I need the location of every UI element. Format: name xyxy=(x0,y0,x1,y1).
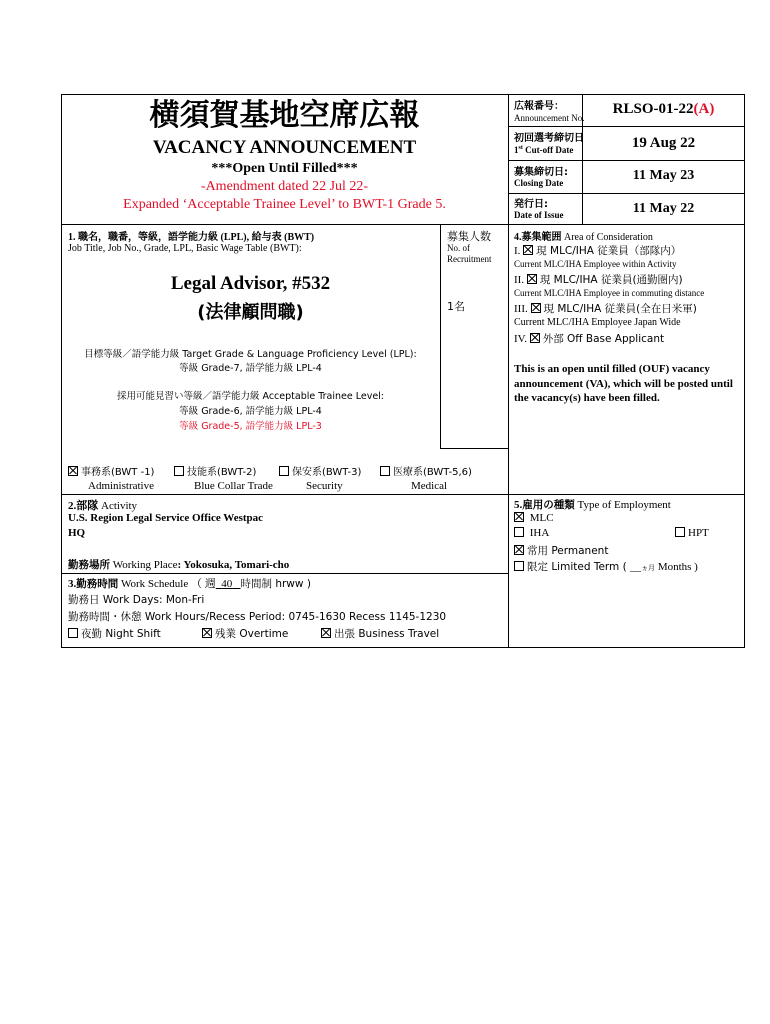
closing-label-en: Closing Date xyxy=(514,178,564,188)
info-divider-2 xyxy=(508,160,745,161)
job-title: Legal Advisor, #532 xyxy=(170,273,331,294)
title-english: VACANCY ANNOUNCEMENT xyxy=(152,137,417,158)
checkbox-checked-icon[interactable] xyxy=(514,512,524,522)
trainee-level-value-1: 等級 Grade-6, 語学能力級 LPL-4 xyxy=(179,406,322,417)
recruitment-label-en-1: No. of xyxy=(447,243,470,253)
work-days: 勤務日 Work Days: Mon-Fri xyxy=(68,594,205,606)
title-japanese: 横須賀基地空席広報 xyxy=(149,98,420,133)
working-place: 勤務場所 Working Place: Yokosuka, Tomari-cho xyxy=(68,559,290,571)
issue-label-jp: 発行日: xyxy=(514,199,548,210)
work-hours: 勤務時間・休憩 Work Hours/Recess Period: 0745-1630 Recess 1145-1230 xyxy=(68,611,447,623)
employment-iha: IHA xyxy=(514,527,549,539)
activity-line-1: U.S. Region Legal Service Office Westpac xyxy=(68,512,264,524)
section4-title: 4.募集範囲 Area of Consideration xyxy=(514,232,653,243)
bwt-medical-sub: Medical xyxy=(411,480,448,492)
section1-subtitle: Job Title, Job No., Grade, LPL, Basic Wage Table (BWT): xyxy=(68,243,302,254)
issue-label-en: Date of Issue xyxy=(514,210,564,220)
bwt-administrative-sub: Administrative xyxy=(88,480,154,492)
employment-hpt: HPT xyxy=(675,527,709,539)
checkbox-empty-icon[interactable] xyxy=(68,628,78,638)
job-title-japanese: (法律顧問職) xyxy=(197,302,304,323)
checkbox-empty-icon[interactable] xyxy=(279,466,289,476)
night-shift: 夜勤 Night Shift xyxy=(68,626,161,641)
checkbox-empty-icon[interactable] xyxy=(514,561,524,571)
column-divider xyxy=(508,94,509,648)
issue-value: 11 May 22 xyxy=(632,201,695,216)
cutoff-label-jp: 初回選考締切日 xyxy=(514,133,584,144)
bwt-security-sub: Security xyxy=(306,480,343,492)
ouf-note: This is an open until filled (OUF) vacancy announcement (VA), which will be posted until the vacancy(s) have been filled. xyxy=(514,363,733,404)
cutoff-value: 19 Aug 22 xyxy=(631,135,696,151)
checkbox-checked-icon[interactable] xyxy=(202,628,212,638)
announcement-no-value: RLSO-01-22(A) xyxy=(612,101,715,117)
trainee-level-label: 採用可能見習い等級／語学能力級 Acceptable Trainee Level: xyxy=(116,391,385,402)
announcement-no-label-en: Announcement No. xyxy=(514,113,585,123)
checkbox-checked-icon[interactable] xyxy=(527,274,537,284)
row-divider-bwt xyxy=(61,494,745,495)
bwt-blue-collar: 技能系(BWT-2) xyxy=(174,463,256,478)
info-divider-4 xyxy=(508,224,745,225)
checkbox-empty-icon[interactable] xyxy=(675,527,685,537)
checkbox-checked-icon[interactable] xyxy=(531,303,541,313)
info-divider-1 xyxy=(508,126,745,127)
area-item-2-sub: Current MLC/IHA Employee in commuting distance xyxy=(514,288,705,298)
recruitment-label-en-2: Recruitment xyxy=(447,254,492,264)
recruitment-label-jp: 募集人数 xyxy=(447,230,491,243)
checkbox-checked-icon[interactable] xyxy=(530,333,540,343)
checkbox-checked-icon[interactable] xyxy=(514,545,524,555)
recruitment-count: 1名 xyxy=(447,300,465,313)
closing-label-jp: 募集締切日: xyxy=(514,167,568,178)
area-item-3: III. 現 MLC/IHA 従業員(全在日米軍) xyxy=(514,303,697,315)
row-divider-middle xyxy=(440,448,508,449)
checkbox-empty-icon[interactable] xyxy=(174,466,184,476)
trainee-level-value-2: 等級 Grade-5, 語学能力級 LPL-3 xyxy=(179,421,322,432)
area-item-1: I. 現 MLC/IHA 従業員（部隊内） xyxy=(514,245,682,257)
area-item-4: IV. 外部 Off Base Applicant xyxy=(514,333,665,345)
employment-mlc: MLC xyxy=(514,512,554,524)
area-item-1-sub: Current MLC/IHA Employee within Activity xyxy=(514,259,677,269)
section5-title: 5.雇用の種類 Type of Employment xyxy=(514,499,671,511)
bwt-medical: 医療系(BWT-5,6) xyxy=(380,463,472,478)
info-divider-3 xyxy=(508,193,745,194)
recruit-divider xyxy=(440,224,441,448)
section2-title: 2.部隊 Activity xyxy=(68,499,138,512)
expanded-notice: Expanded ‘Acceptable Trainee Level’ to BWT-1 Grade 5. xyxy=(123,197,446,212)
area-item-3-sub: Current MLC/IHA Employee Japan Wide xyxy=(514,317,681,328)
target-grade-value: 等級 Grade-7, 語学能力級 LPL-4 xyxy=(179,363,322,374)
open-until-filled: ***Open Until Filled*** xyxy=(211,161,358,176)
row-divider-schedule xyxy=(61,573,508,574)
employment-permanent: 常用 Permanent xyxy=(514,543,608,558)
bwt-security: 保安系(BWT-3) xyxy=(279,463,361,478)
checkbox-checked-icon[interactable] xyxy=(68,466,78,476)
checkbox-empty-icon[interactable] xyxy=(514,527,524,537)
activity-line-2: HQ xyxy=(68,527,86,539)
area-item-2: II. 現 MLC/IHA 従業員(通勤圏内) xyxy=(514,274,683,286)
overtime: 残業 Overtime xyxy=(202,626,288,641)
checkbox-checked-icon[interactable] xyxy=(321,628,331,638)
section1-title: 1. 職名，職番，等級，語学能力級 (LPL), 給与表 (BWT) xyxy=(68,232,315,243)
target-grade-label: 目標等級／語学能力級 Target Grade & Language Proficiency Level (LPL): xyxy=(84,349,417,360)
checkbox-checked-icon[interactable] xyxy=(523,245,533,255)
section3-title: 3.勤務時間 Work Schedule （ 週 40 時間制 hrww ) xyxy=(68,578,311,590)
bwt-blue-collar-sub: Blue Collar Trade xyxy=(194,480,273,492)
closing-value: 11 May 23 xyxy=(632,168,695,183)
business-travel: 出張 Business Travel xyxy=(321,626,439,641)
cutoff-label-en: 1st Cut-off Date xyxy=(514,145,574,155)
checkbox-empty-icon[interactable] xyxy=(380,466,390,476)
bwt-administrative: 事務系(BWT -1) xyxy=(68,463,154,478)
amendment-notice: -Amendment dated 22 Jul 22- xyxy=(200,179,369,194)
announcement-no-label-jp: 広報番号： xyxy=(514,101,564,112)
employment-limited: 限定 Limited Term ( __ヵ月 Months ) xyxy=(514,559,698,574)
